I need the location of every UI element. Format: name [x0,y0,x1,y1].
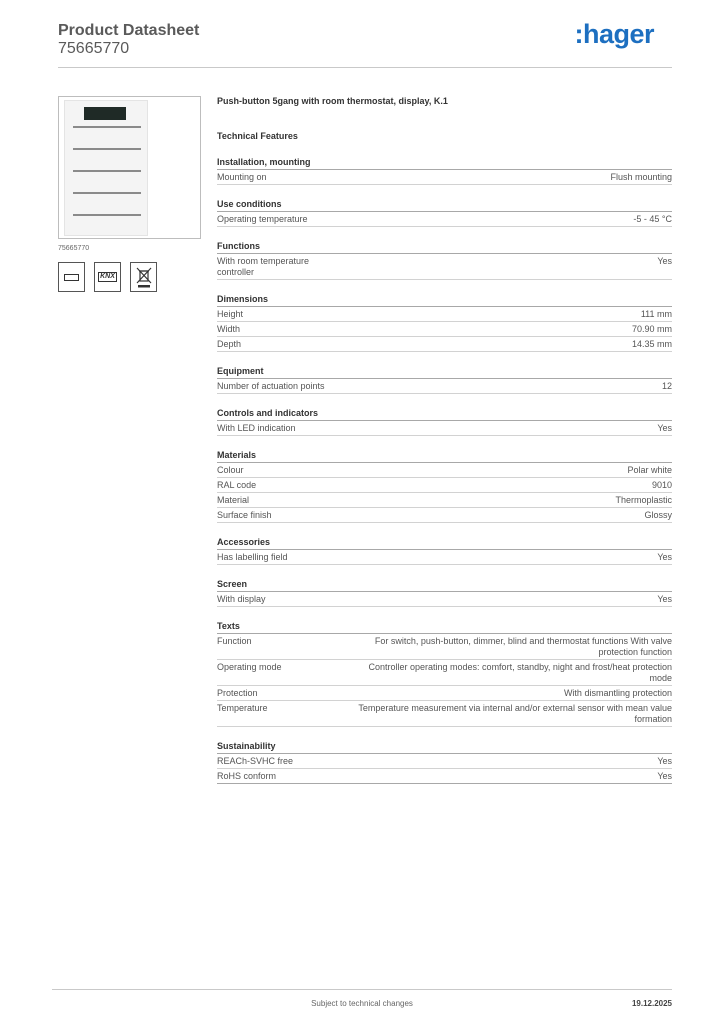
spec-value: 12 [661,381,672,391]
weee-crossed-bin-icon [130,262,157,292]
hager-logo: :hager [574,19,654,49]
spec-value: Yes [657,594,672,604]
product-sidebar [58,96,208,292]
spec-label: With LED indication [217,423,296,433]
section-title: Dimensions [217,294,672,307]
spec-row [217,634,672,660]
spec-value: -5 - 45 °C [633,214,672,224]
spec-section [217,366,672,394]
spec-label: Has labelling field [217,552,288,562]
spec-row [217,307,672,322]
spec-row [217,701,672,727]
spec-row [217,463,672,478]
section-title: Accessories [217,537,672,550]
spec-row [217,170,672,185]
spec-value: Yes [657,423,672,433]
spec-value: 14.35 mm [631,339,672,349]
spec-value: 111 mm [640,309,672,319]
spec-label: With display [217,594,266,604]
spec-label: RoHS conform [217,771,277,781]
spec-sheet [217,96,672,784]
technical-features-heading: Technical Features [217,131,298,141]
spec-label: Material [217,495,250,505]
spec-value: Flush mounting [610,172,672,182]
spec-label: Protection [217,688,258,698]
spec-section [217,294,672,352]
product-image [58,96,201,239]
spec-label: Colour [217,465,244,475]
spec-value: Yes [657,552,672,562]
section-title: Materials [217,450,672,463]
spec-row [217,550,672,565]
spec-row [217,493,672,508]
spec-value: Polar white [627,465,672,475]
footer-date: 19.12.2025 [631,999,672,1008]
spec-row [217,337,672,352]
spec-value: For switch, push-button, dimmer, blind and thermostat functions With valve protection function [374,636,672,657]
knx-device-icon [58,262,85,292]
page-footer [52,989,672,1014]
spec-row [217,212,672,227]
spec-section [217,199,672,227]
spec-row [217,322,672,337]
spec-row [217,769,672,784]
spec-label: Operating mode [217,662,282,672]
spec-value: With dismantling protection [563,688,672,698]
spec-section [217,157,672,185]
spec-label: Height [217,309,244,319]
product-id-caption: 75665770 [58,245,90,252]
spec-label: Number of actuation points [217,381,325,391]
device-rocker [73,148,141,150]
section-title: Controls and indicators [217,408,672,421]
spec-label: With room temperature controller [217,256,310,277]
section-title: Equipment [217,366,672,379]
spec-label: REACh-SVHC free [217,756,294,766]
page-title: Product Datasheet [58,22,200,39]
device-rocker [73,126,141,128]
spec-value: Controller operating modes: comfort, standby, night and frost/heat protection mode [368,662,672,683]
spec-row [217,478,672,493]
spec-section [217,408,672,436]
spec-label: Depth [217,339,242,349]
spec-row [217,421,672,436]
spec-row [217,508,672,523]
spec-section [217,450,672,523]
product-number: 75665770 [58,40,130,57]
spec-label: RAL code [217,480,257,490]
spec-section [217,741,672,784]
spec-value: Yes [657,771,672,781]
footer-note: Subject to technical changes [311,999,413,1008]
product-description: Push-button 5gang with room thermostat, display, K.1 [217,96,448,106]
section-title: Functions [217,241,672,254]
spec-row [217,754,672,769]
spec-label: Mounting on [217,172,267,182]
spec-section [217,537,672,565]
spec-label: Width [217,324,241,334]
spec-row [217,379,672,394]
spec-row [217,686,672,701]
device-display [84,107,126,120]
device-rocker [73,192,141,194]
certification-icons [58,262,208,292]
knx-bus-icon: KNX [94,262,121,292]
push-button-device [64,100,148,236]
spec-value: Temperature measurement via internal and/or external sensor with mean value formation [358,703,672,724]
section-title: Installation, mounting [217,157,672,170]
spec-label: Function [217,636,252,646]
spec-value: 9010 [651,480,672,490]
section-title: Use conditions [217,199,672,212]
spec-section [217,621,672,727]
spec-sections [217,157,672,784]
spec-value: 70.90 mm [631,324,672,334]
spec-row [217,660,672,686]
spec-value: Yes [657,256,672,266]
device-rocker [73,170,141,172]
spec-label: Surface finish [217,510,272,520]
spec-label: Temperature [217,703,268,713]
spec-row [217,592,672,607]
section-title: Sustainability [217,741,672,754]
section-title: Texts [217,621,672,634]
spec-value: Yes [657,756,672,766]
spec-value: Thermoplastic [615,495,672,505]
spec-section [217,241,672,280]
spec-section [217,579,672,607]
page-header [58,19,672,68]
spec-row [217,254,672,280]
section-title: Screen [217,579,672,592]
spec-value: Glossy [644,510,672,520]
device-rocker [73,214,141,216]
spec-label: Operating temperature [217,214,308,224]
